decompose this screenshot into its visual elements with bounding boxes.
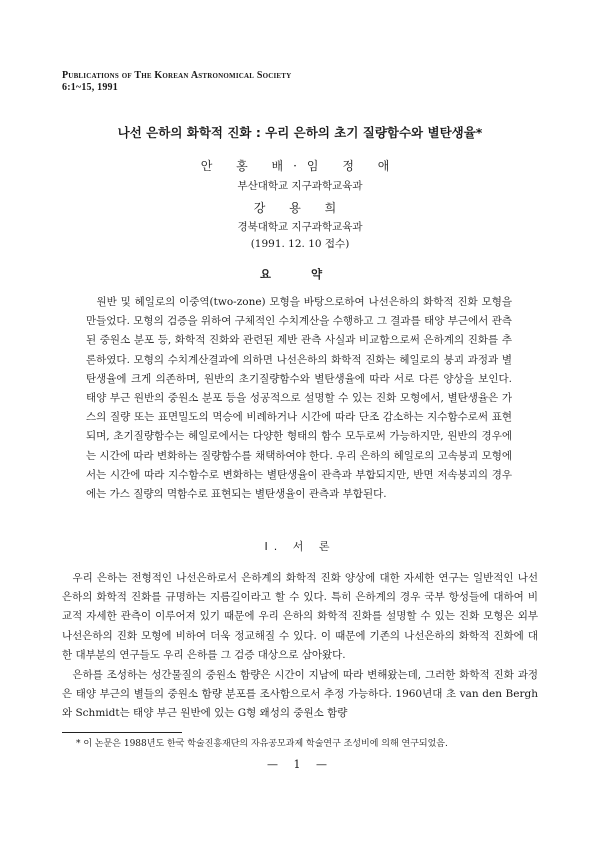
abstract-text: 원반 및 헤일로의 이중역(two-zone) 모형을 바탕으로하여 나선은하의 화학적 진화 모형을 만들었다. 모형의 검증을 위하여 구체적인 수치계산을 수행하고 그 결과를 태양 부근에서 관측된 중원소 분포 등, 화학적 진화와 관련된 제반 관측 사실과 비교함으로써 은하계의 진화를 추론하였다. 모형의 수치계산결과에 의하면 나선은하의 화학적 진화는 헤일로의 붕괴 과정과 별탄생율에 크게 의존하며, 원반의 초기질량함수와 별탄생율에 따라 서로 다른 양상을 보인다. 태양 부근 원반의 중원소 분포 등을 성공적으로 설명할 수 있는 진화 모형에서, 별탄생율은 가스의 질량 또는 표면밀도의 멱승에 비례하거나 시간에 따라 단조 감소하는 지수함수로써 표현되며, 초기질량함수는 헤일로에서는 다양한 형태의 함수 모두로써 가능하지만, 원반의 경우에는 시간에 따라 변화하는 질량함수를 채택하여야 한다. 우리 은하의 헤일로의 고속붕괴 모형에서는 시간에 따라 지수함수로 변화하는 별탄생율이 관측과 부합되지만, 반면 저속붕괴의 경우에는 가스 질량의 멱함수로 표현되는 별탄생율이 관측과 부합된다. [86,296,512,501]
page-number: — 1 — [267,758,333,771]
journal-volume: 6:1~15, 1991 [62,82,118,93]
journal-name: Publications of The Korean Astronomical Society [62,70,292,81]
affiliation-secondary: 경북대학교 지구과학교육과 [237,221,363,233]
introduction-heading: I. 서 론 [264,540,336,553]
authors-primary: 안 홍 배·임 정 애 [200,159,400,173]
journal-header [62,70,291,94]
footnote: * 이 논문은 1988년도 한국 학술진흥재단의 자유공모과제 학술연구 조성비에 의해 연구되었음. [76,739,448,749]
introduction-paragraph-2: 은하를 조성하는 성간물질의 중원소 함량은 시간이 지남에 따라 변해왔는데, 그러한 화학적 진화 과정은 태양 부근의 별들의 중원소 함량 분포를 조사함으로서 추정 가능하다. 1960년대 초 van den Bergh와 Schmidt는 태양 부근 원반에 있는 G형 왜성의 중원소 함량 [62,669,538,720]
introduction-paragraph-1: 우리 은하는 전형적인 나선은하로서 은하계의 화학적 진화 양상에 대한 자세한 연구는 일반적인 나선은하의 화학적 진화를 규명하는 지름길이라고 할 수 있다. 특히 은하계의 경우 국부 항성들에 대하여 비교적 자세한 관측이 이루어져 있기 때문에 우리 은하의 화학적 진화를 설명할 수 있는 진화 모형은 외부 나선은하의 진화 모형에 비하여 더욱 정교해질 수 있다. 이 때문에 기존의 나선은하의 화학적 진화에 대한 대부분의 연구들도 우리 은하를 그 검증 대상으로 삼아왔다. [62,572,538,661]
authors-secondary: 강 용 희 [253,201,347,215]
affiliation-primary: 부산대학교 지구과학교육과 [237,180,363,192]
footnote-divider [62,732,182,733]
abstract-heading: 요 약 [259,267,341,281]
received-date: (1991. 12. 10 접수) [250,238,350,250]
paper-title: 나선 은하의 화학적 진화 : 우리 은하의 초기 질량함수와 별탄생율* [117,125,483,140]
